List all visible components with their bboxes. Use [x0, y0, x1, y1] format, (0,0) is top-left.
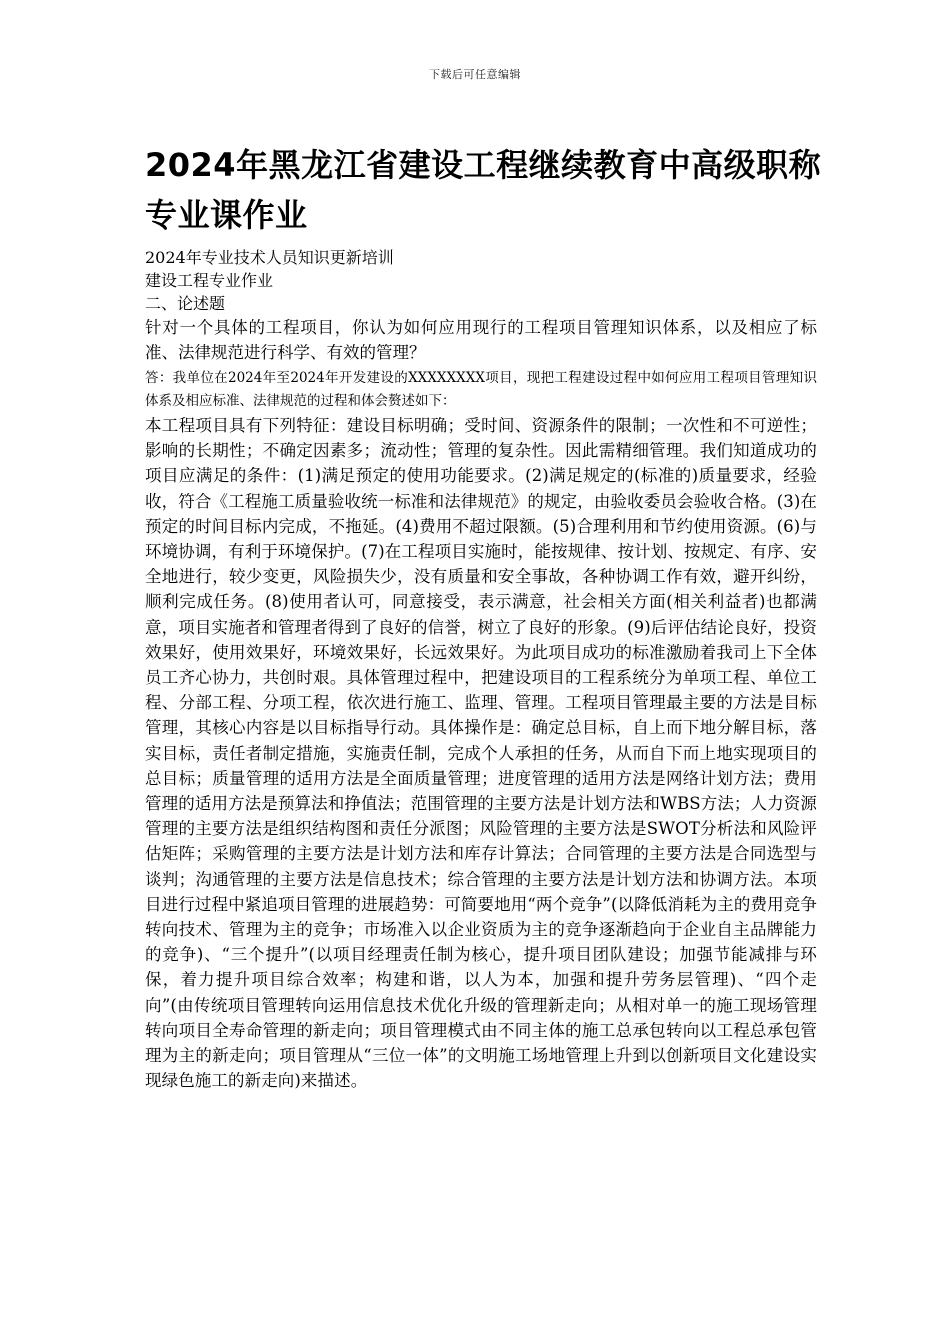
section-heading: 二、论述题 [145, 294, 226, 313]
page-title: 2024年黑龙江省建设工程继续教育中高级职称专业课作业 [145, 146, 822, 234]
document-body [145, 246, 817, 1093]
answer-body: 本工程项目具有下列特征：建设目标明确；受时间、资源条件的限制；一次性和不可逆性；影响的长期性；不确定因素多；流动性；管理的复杂性。因此需精细管理。我们知道成功的项目应满足的条件：(1)满足预定的使用功能要求。(2)满足规定的(标准的)质量要求，经验收，符合《工程施工质量验收统一标准和法律规范》的规定，由验收委员会验收合格。(3)在预定的时间目标内完成，不拖延。(4)费用不超过限额。(5)合理利用和节约使用资源。(6)与环境协调，有利于环境保护。(7)在工程项目实施时，能按规律、按计划、按规定、有序、安全地进行，较少变更，风险损失少，没有质量和安全事故，各种协调工作有效，避开纠纷，顺利完成任务。(8)使用者认可，同意接受，表示满意，社会相关方面(相关利益者)也都满意，项目实施者和管理者得到了良好的信誉，树立了良好的形象。(9)后评估结论良好，投资效果好，使用效果好，环境效果好，长远效果好。为此项目成功的标准激励着我司上下全体员工齐心协力，共创时艰。具体管理过程中，把建设项目的工程系统分为单项工程、单位工程、分部工程、分项工程，依次进行施工、监理、管理。工程项目管理最主要的方法是目标管理，其核心内容是以目标指导行动。具体操作是：确定总目标，自上而下地分解目标，落实目标，责任者制定措施，实施责任制，完成个人承担的任务，从而自下而上地实现项目的总目标；质量管理的适用方法是全面质量管理；进度管理的适用方法是网络计划方法；费用管理的适用方法是预算法和挣值法；范围管理的主要方法是计划方法和WBS方法；人力资源管理的主要方法是组织结构图和责任分派图；风险管理的主要方法是SWOT分析法和风险评估矩阵；采购管理的主要方法是计划方法和库存计算法；合同管理的主要方法是合同选型与谈判；沟通管理的主要方法是信息技术；综合管理的主要方法是计划方法和协调方法。本项目进行过程中紧追项目管理的进展趋势：可简要地用“两个竞争”(以降低消耗为主的费用竞争转向技术、管理为主的竞争；市场准入以企业资质为主的竞争逐渐趋向于企业自主品牌能力的竞争)、“三个提升”(以项目经理责任制为核心，提升项目团队建设；加强节能减排与环保，着力提升项目综合效率；构建和谐，以人为本，加强和提升劳务层管理)、“四个走向”(由传统项目管理转向运用信息技术优化升级的管理新走向；从相对单一的施工现场管理转向项目全寿命管理的新走向；项目管理模式由不同主体的施工总承包转向以工程总承包管理为主的新走向；项目管理从“三位一体”的文明施工场地管理上升到以创新项目文化建设实现绿色施工的新走向)来描述。 [145, 416, 817, 1091]
answer-intro: 答：我单位在2024年至2024年开发建设的XXXXXXXX项目，现把工程建设过程中如何应用工程项目管理知识体系及相应标准、法律规范的过程和体会赘述如下： [145, 370, 817, 409]
header-note: 下载后可任意编辑 [429, 68, 521, 81]
question-text: 针对一个具体的工程项目，你认为如何应用现行的工程项目管理知识体系，以及相应了标准、法律规范进行科学、有效的管理？ [145, 318, 817, 362]
subtitle-line: 建设工程专业作业 [145, 271, 274, 290]
subtitle-line: 2024年专业技术人员知识更新培训 [145, 248, 394, 267]
